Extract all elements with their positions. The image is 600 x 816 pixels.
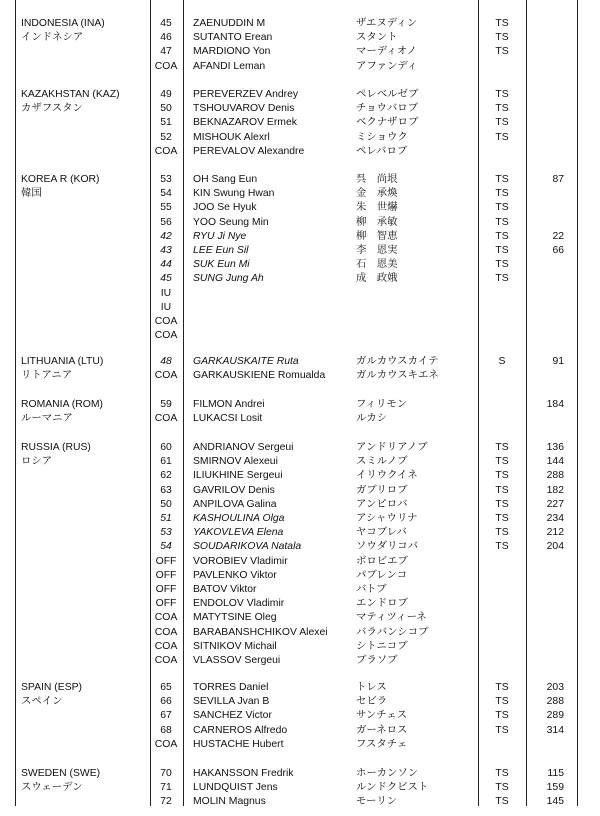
country-name-jp: 韓国 (21, 188, 42, 200)
table-row (0, 767, 600, 781)
event-code: TS (495, 710, 509, 722)
table-row (0, 654, 600, 668)
event-code: TS (495, 724, 509, 736)
entry-number: 59 (160, 399, 172, 410)
table-row (0, 369, 600, 383)
table-row (0, 498, 600, 512)
entry-number: 71 (160, 782, 172, 794)
world-rank: 314 (546, 724, 564, 736)
player-name: ZAENUDDIN M (193, 18, 266, 29)
table-row (0, 555, 600, 569)
table-row (0, 230, 600, 244)
player-name: YAKOVLEVA Elena (193, 527, 284, 539)
entry-number: 42 (160, 230, 172, 242)
player-name-jp: 成 政娥 (356, 273, 398, 285)
player-name: VLASSOV Sergeui (193, 655, 281, 666)
player-name: VOROBIEV Vladimir (193, 555, 288, 567)
world-rank: 22 (552, 230, 564, 242)
table-row (0, 526, 600, 540)
entry-number: COA (154, 738, 178, 750)
world-rank: 115 (547, 768, 564, 779)
player-name-jp: 李 恩実 (356, 245, 398, 256)
world-rank: 91 (552, 356, 564, 367)
table-row (0, 17, 600, 31)
table-row (0, 738, 600, 752)
player-name: SOUDARIKOVA Natala (193, 541, 302, 553)
player-name: MATYTSINE Oleg (193, 612, 277, 624)
table-row (0, 455, 600, 469)
world-rank: 144 (546, 456, 564, 468)
table-row (0, 102, 600, 116)
player-name-jp: マーディオノ (356, 46, 417, 58)
player-name: YOO Seung Min (193, 216, 269, 228)
player-name: ENDOLOV Vladimir (193, 598, 285, 610)
entry-number: 65 (160, 682, 172, 693)
world-rank: 182 (546, 484, 564, 496)
player-name: PAVLENKO Viktor (193, 569, 277, 581)
table-row (0, 469, 600, 483)
country-name: INDONESIA (INA) (21, 18, 105, 29)
player-name: KIN Swung Hwan (193, 188, 275, 200)
player-name-jp: イリウクイネ (356, 470, 418, 482)
event-code: TS (495, 103, 509, 115)
table-row (0, 60, 600, 74)
player-name-jp: ガルカウスキエネ (356, 370, 439, 382)
entry-number: COA (154, 145, 178, 157)
player-name: CARNEROS Alfredo (193, 724, 288, 736)
player-name-jp: ソウダリコバ (356, 541, 419, 553)
event-code: TS (495, 796, 509, 808)
world-rank: 204 (546, 541, 564, 553)
table-row (0, 681, 600, 695)
entry-number: 51 (160, 513, 172, 524)
entry-number: 48 (160, 356, 172, 367)
player-name-jp: ブラソブ (356, 655, 398, 666)
entry-number: 45 (160, 18, 172, 29)
world-rank: 203 (546, 682, 564, 693)
entry-number: 49 (160, 89, 172, 100)
player-name-jp: チョウバロブ (356, 103, 419, 115)
event-code: TS (495, 768, 509, 779)
event-code: TS (495, 456, 509, 468)
player-name-jp: 石 恩美 (356, 259, 398, 271)
country-name: KAZAKHSTAN (KAZ) (21, 89, 120, 100)
entry-number: 56 (160, 216, 172, 228)
event-code: TS (495, 527, 509, 539)
country-name-jp: インドネシア (21, 32, 84, 44)
event-code: TS (495, 442, 509, 453)
player-name: SEVILLA Jvan B (193, 696, 270, 708)
world-rank: 227 (546, 498, 564, 510)
entry-number: OFF (155, 569, 177, 581)
table-row (0, 441, 600, 455)
entry-number: COA (154, 612, 178, 624)
player-name: BEKNAZAROV Ermek (193, 117, 297, 129)
country-name-jp: カザフスタン (21, 103, 83, 115)
player-name: TORRES Daniel (193, 682, 269, 693)
world-rank: 145 (546, 796, 564, 808)
event-code: TS (495, 202, 509, 214)
country-name: ROMANIA (ROM) (21, 399, 103, 410)
world-rank: 87 (552, 174, 564, 185)
player-name-jp: ベクナザロブ (356, 117, 419, 129)
table-row (0, 88, 600, 102)
world-rank: 212 (546, 527, 564, 539)
event-code: TS (495, 541, 509, 553)
player-name: MARDIONO Yon (193, 46, 271, 58)
entry-number: IU (160, 301, 172, 313)
country-name-jp: ロシア (21, 456, 53, 468)
world-rank: 288 (546, 470, 564, 482)
player-name: ANDRIANOV Sergeui (193, 442, 294, 453)
player-name: GARKAUSKAITE Ruta (193, 356, 299, 367)
event-code: TS (495, 46, 509, 58)
player-name-jp: アンドリアノブ (356, 442, 428, 453)
entry-number: COA (154, 316, 178, 327)
entry-number: 53 (160, 527, 172, 539)
world-rank: 289 (546, 710, 564, 722)
country-name: SWEDEN (SWE) (21, 768, 101, 779)
country-name: LITHUANIA (LTU) (21, 356, 104, 367)
table-row (0, 301, 600, 315)
table-row (0, 315, 600, 329)
table-row (0, 597, 600, 611)
table-row (0, 611, 600, 625)
table-row (0, 781, 600, 795)
entry-number: 63 (160, 484, 172, 496)
entry-number: OFF (155, 584, 177, 595)
table-row (0, 31, 600, 45)
table-row (0, 724, 600, 738)
player-name-jp: 柳 承敏 (356, 216, 398, 228)
entry-number: 67 (160, 710, 172, 722)
player-name: LEE Eun Sil (193, 245, 249, 256)
table-row (0, 795, 600, 809)
player-name: KASHOULINA Olga (193, 513, 285, 524)
event-code: TS (495, 259, 509, 271)
entry-number: 66 (160, 696, 172, 708)
player-name-jp: ボロビエブ (356, 555, 408, 567)
table-row (0, 626, 600, 640)
country-name: SPAIN (ESP) (21, 682, 83, 693)
event-code: TS (495, 513, 509, 524)
entry-number: OFF (155, 598, 177, 610)
table-row (0, 244, 600, 258)
player-name: SITNIKOV Michail (193, 640, 277, 652)
entry-number: 54 (160, 541, 172, 553)
table-row (0, 512, 600, 526)
entry-number: 50 (160, 103, 172, 115)
player-name: SANCHEZ Victor (193, 710, 272, 722)
entry-number: 43 (160, 245, 172, 256)
table-row (0, 187, 600, 201)
player-name: RYU Ji Nye (193, 230, 247, 242)
table-row (0, 412, 600, 426)
player-name: LUKACSI Losit (193, 413, 263, 425)
player-name: FILMON Andrei (193, 399, 265, 410)
player-name-jp: ガーネロス (356, 724, 408, 736)
player-name-jp: 金 承煥 (356, 188, 398, 200)
entry-number: 72 (160, 796, 172, 808)
player-name-jp: アシャウリナ (356, 513, 418, 524)
event-code: TS (495, 230, 509, 242)
entry-number: COA (154, 60, 178, 72)
table-row (0, 145, 600, 159)
player-name: HAKANSSON Fredrik (193, 768, 294, 779)
table-row (0, 173, 600, 187)
player-name-jp: ヤコブレバ (356, 527, 407, 539)
player-name-jp: ルンドクビスト (356, 782, 429, 794)
player-name-jp: バラバンシコブ (356, 626, 429, 638)
player-name-jp: フスタチェ (356, 738, 408, 750)
event-code: TS (495, 470, 509, 482)
table-row (0, 201, 600, 215)
player-name: PEREVALOV Alexandre (193, 145, 305, 157)
entry-number: OFF (155, 555, 177, 567)
table-row (0, 540, 600, 554)
table-row (0, 45, 600, 59)
entry-number: 47 (160, 46, 172, 58)
player-name: TSHOUVAROV Denis (193, 103, 295, 115)
world-rank: 184 (546, 399, 564, 410)
world-rank: 136 (546, 442, 564, 453)
event-code: S (498, 356, 506, 367)
entry-number: 46 (160, 32, 172, 44)
player-name: SUK Eun Mi (193, 259, 250, 271)
event-code: TS (495, 188, 509, 200)
entry-number: 44 (160, 259, 172, 271)
player-name-jp: フィリモン (356, 399, 408, 410)
entry-number: COA (154, 655, 178, 666)
player-name: SUTANTO Erean (193, 32, 273, 44)
player-name-jp: アファンディ (356, 60, 418, 72)
entry-number: 60 (160, 442, 172, 453)
entry-number: 52 (160, 131, 172, 143)
country-name-jp: スペイン (21, 696, 63, 708)
country-name-jp: ルーマニア (21, 413, 73, 425)
event-code: TS (495, 32, 509, 44)
table-row (0, 287, 600, 301)
player-name: GAVRILOV Denis (193, 484, 275, 496)
player-name-jp: パブレンコ (356, 569, 408, 581)
player-name: LUNDQUIST Jens (193, 782, 278, 794)
entry-number: 54 (160, 188, 172, 200)
table-row (0, 272, 600, 286)
player-name-jp: ザエヌディン (356, 18, 418, 29)
player-name-jp: ガブリロブ (356, 484, 408, 496)
table-row (0, 583, 600, 597)
player-name-jp: ホーカンソン (356, 768, 419, 779)
entry-number: COA (154, 640, 178, 652)
table-row (0, 484, 600, 498)
entry-number: 61 (160, 456, 172, 468)
player-name: PEREVERZEV Andrey (193, 89, 299, 100)
player-name: ILIUKHINE Sergeui (193, 470, 283, 482)
player-name-jp: サンチェス (356, 710, 408, 722)
player-name: JOO Se Hyuk (193, 202, 257, 214)
player-name-jp: 呉 尚垠 (356, 174, 398, 185)
player-name-jp: スタント (356, 32, 398, 44)
country-name: KOREA R (KOR) (21, 174, 100, 185)
world-rank: 66 (552, 245, 564, 256)
entry-number: IU (160, 287, 172, 299)
player-name: SUNG Jung Ah (193, 273, 264, 285)
entry-number: 45 (160, 273, 172, 285)
player-name-jp: モーリン (356, 796, 398, 808)
table-row (0, 709, 600, 723)
player-name-jp: ルカシ (356, 413, 388, 425)
entry-number: COA (154, 330, 178, 342)
entry-number: 51 (160, 117, 172, 129)
entry-number: 70 (160, 768, 172, 779)
entry-number: 62 (160, 470, 172, 482)
player-name-jp: ペレベルゼブ (356, 89, 419, 100)
entry-number: 55 (160, 202, 172, 214)
entry-number: 68 (160, 724, 172, 736)
entry-number: 50 (160, 498, 172, 510)
player-name-jp: アンピロバ (356, 498, 408, 510)
country-name-jp: スウェーデン (21, 782, 83, 794)
event-code: TS (495, 18, 509, 29)
event-code: TS (495, 498, 509, 510)
world-rank: 234 (546, 513, 564, 524)
player-name: ANPILOVA Galina (193, 498, 277, 510)
player-name-jp: トレス (356, 682, 387, 693)
table-row (0, 695, 600, 709)
player-name: SMIRNOV Alexeui (193, 456, 278, 468)
player-name: AFANDI Leman (193, 60, 266, 72)
event-code: TS (495, 484, 509, 496)
event-code: TS (495, 682, 509, 693)
player-name-jp: ミショウク (356, 131, 408, 143)
table-row (0, 216, 600, 230)
player-name-jp: マティツィーネ (356, 612, 427, 624)
event-code: TS (495, 696, 509, 708)
player-name: OH Sang Eun (193, 174, 258, 185)
country-name: RUSSIA (RUS) (21, 442, 91, 453)
player-name-jp: スミルノブ (356, 456, 408, 468)
player-name-jp: バトブ (356, 584, 387, 595)
event-code: TS (495, 131, 509, 143)
player-name: MOLIN Magnus (193, 796, 266, 808)
table-row (0, 569, 600, 583)
event-code: TS (495, 273, 509, 285)
player-name-jp: セビラ (356, 696, 388, 708)
player-name-jp: 朱 世爀 (356, 202, 398, 214)
world-rank: 159 (546, 782, 564, 794)
table-row (0, 398, 600, 412)
table-row (0, 329, 600, 343)
event-code: TS (495, 216, 509, 228)
player-name-jp: エンドロブ (356, 598, 408, 610)
event-code: TS (495, 117, 509, 129)
player-name-jp: 柳 智恵 (356, 230, 398, 242)
player-name: BATOV Viktor (193, 584, 257, 595)
player-name: HUSTACHE Hubert (193, 738, 284, 750)
country-name-jp: リトアニア (21, 370, 73, 382)
player-name: GARKAUSKIENE Romualda (193, 370, 326, 382)
event-code: TS (495, 245, 509, 256)
player-name-jp: シトニコブ (356, 640, 408, 652)
entry-number: 53 (160, 174, 172, 185)
world-rank: 288 (546, 696, 564, 708)
event-code: TS (495, 782, 509, 794)
table-row (0, 355, 600, 369)
player-name-jp: ペレバロブ (356, 145, 408, 157)
table-row (0, 116, 600, 130)
table-row (0, 131, 600, 145)
player-name: MISHOUK Alexrl (193, 131, 270, 143)
player-name-jp: ガルカウスカイテ (356, 356, 439, 367)
table-row (0, 640, 600, 654)
player-name: BARABANSHCHIKOV Alexei (193, 626, 328, 638)
table-row (0, 258, 600, 272)
event-code: TS (495, 89, 509, 100)
entry-number: COA (154, 626, 178, 638)
entry-number: COA (154, 370, 178, 382)
event-code: TS (495, 174, 509, 185)
entry-number: COA (154, 413, 178, 425)
